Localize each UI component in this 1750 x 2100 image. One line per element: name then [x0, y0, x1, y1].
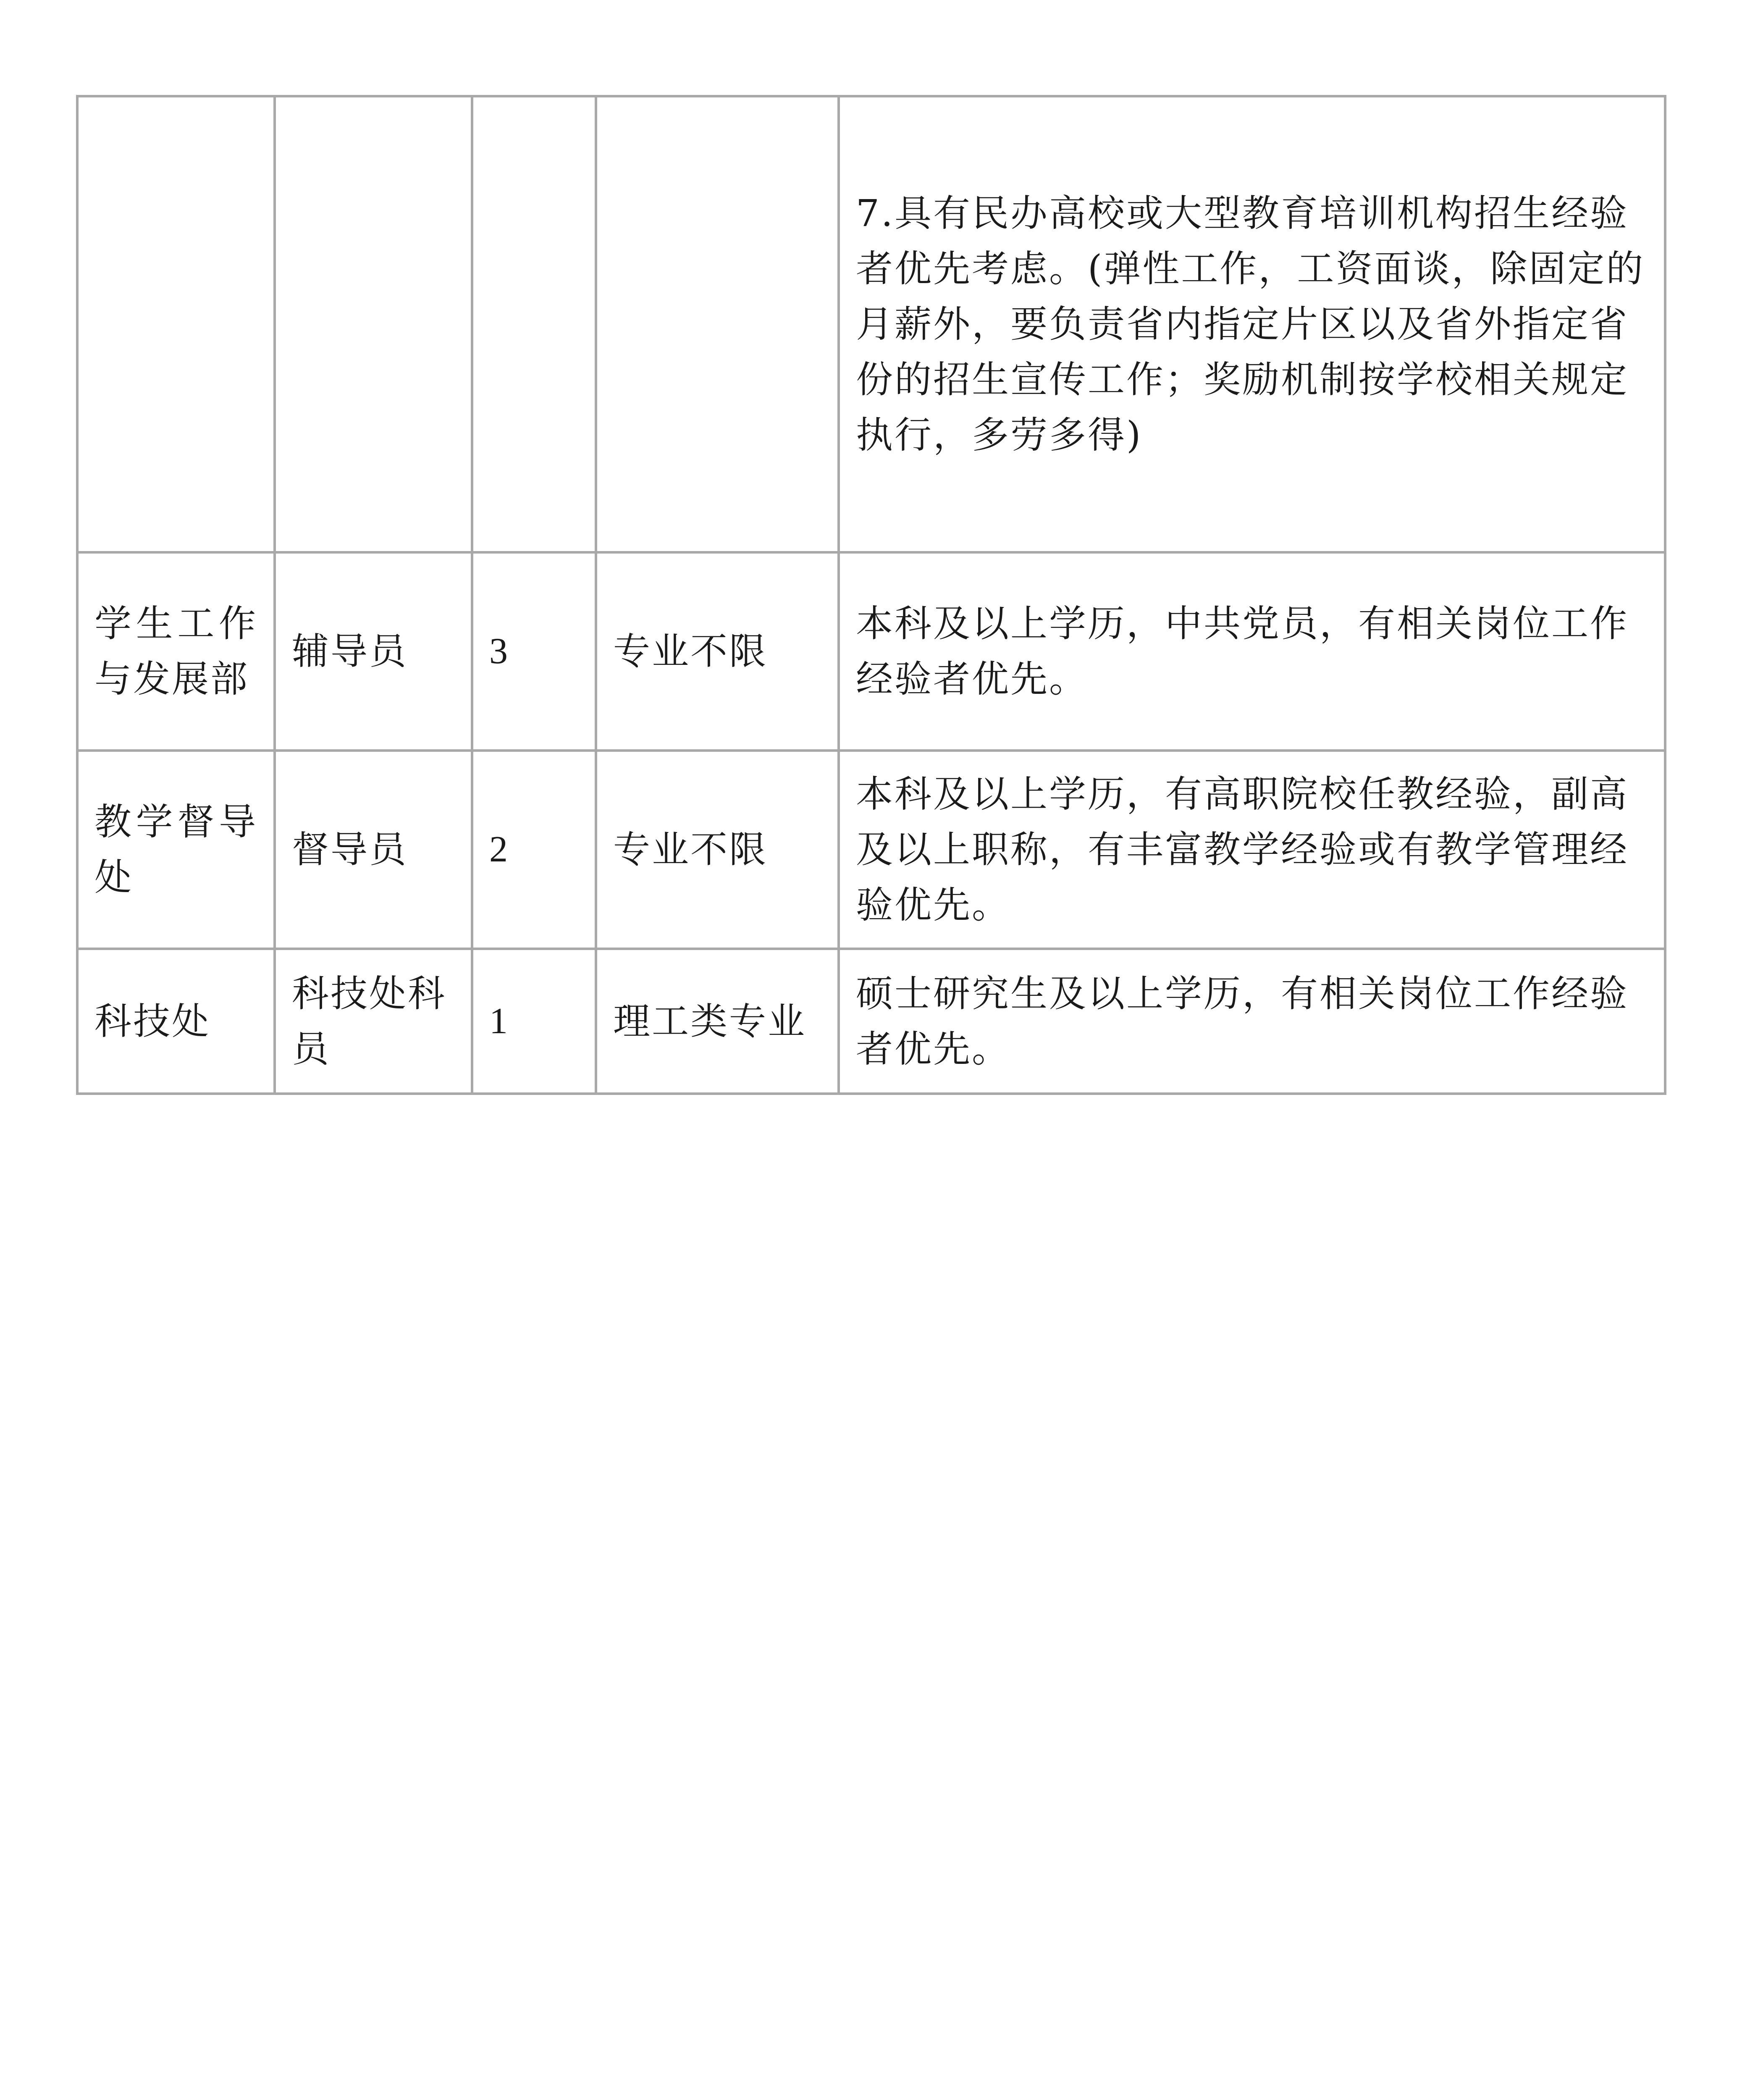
major-cell	[596, 96, 839, 552]
count-cell	[472, 96, 596, 552]
position-cell: 督导员	[275, 751, 472, 949]
requirements-cell: 硕士研究生及以上学历，有相关岗位工作经验者优先。	[839, 949, 1665, 1094]
major-cell: 专业不限	[596, 552, 839, 751]
position-cell: 科技处科员	[275, 949, 472, 1094]
requirements-cell: 7.具有民办高校或大型教育培训机构招生经验者优先考虑。(弹性工作，工资面谈，除固定的月薪外，要负责省内指定片区以及省外指定省份的招生宣传工作；奖励机制按学校相关规定执行，多劳多得)	[839, 96, 1665, 552]
table-row	[77, 949, 1665, 1094]
count-cell: 2	[472, 751, 596, 949]
major-cell: 专业不限	[596, 751, 839, 949]
table-row	[77, 751, 1665, 949]
department-cell	[77, 96, 275, 552]
requirements-cell: 本科及以上学历，有高职院校任教经验，副高及以上职称，有丰富教学经验或有教学管理经验优先。	[839, 751, 1665, 949]
table-row	[77, 96, 1665, 552]
requirements-cell: 本科及以上学历，中共党员，有相关岗位工作经验者优先。	[839, 552, 1665, 751]
count-cell: 3	[472, 552, 596, 751]
table-row	[77, 552, 1665, 751]
recruitment-table	[76, 95, 1666, 1095]
department-cell: 科技处	[77, 949, 275, 1094]
position-cell	[275, 96, 472, 552]
department-cell: 学生工作与发展部	[77, 552, 275, 751]
major-cell: 理工类专业	[596, 949, 839, 1094]
count-cell: 1	[472, 949, 596, 1094]
department-cell: 教学督导处	[77, 751, 275, 949]
position-cell: 辅导员	[275, 552, 472, 751]
